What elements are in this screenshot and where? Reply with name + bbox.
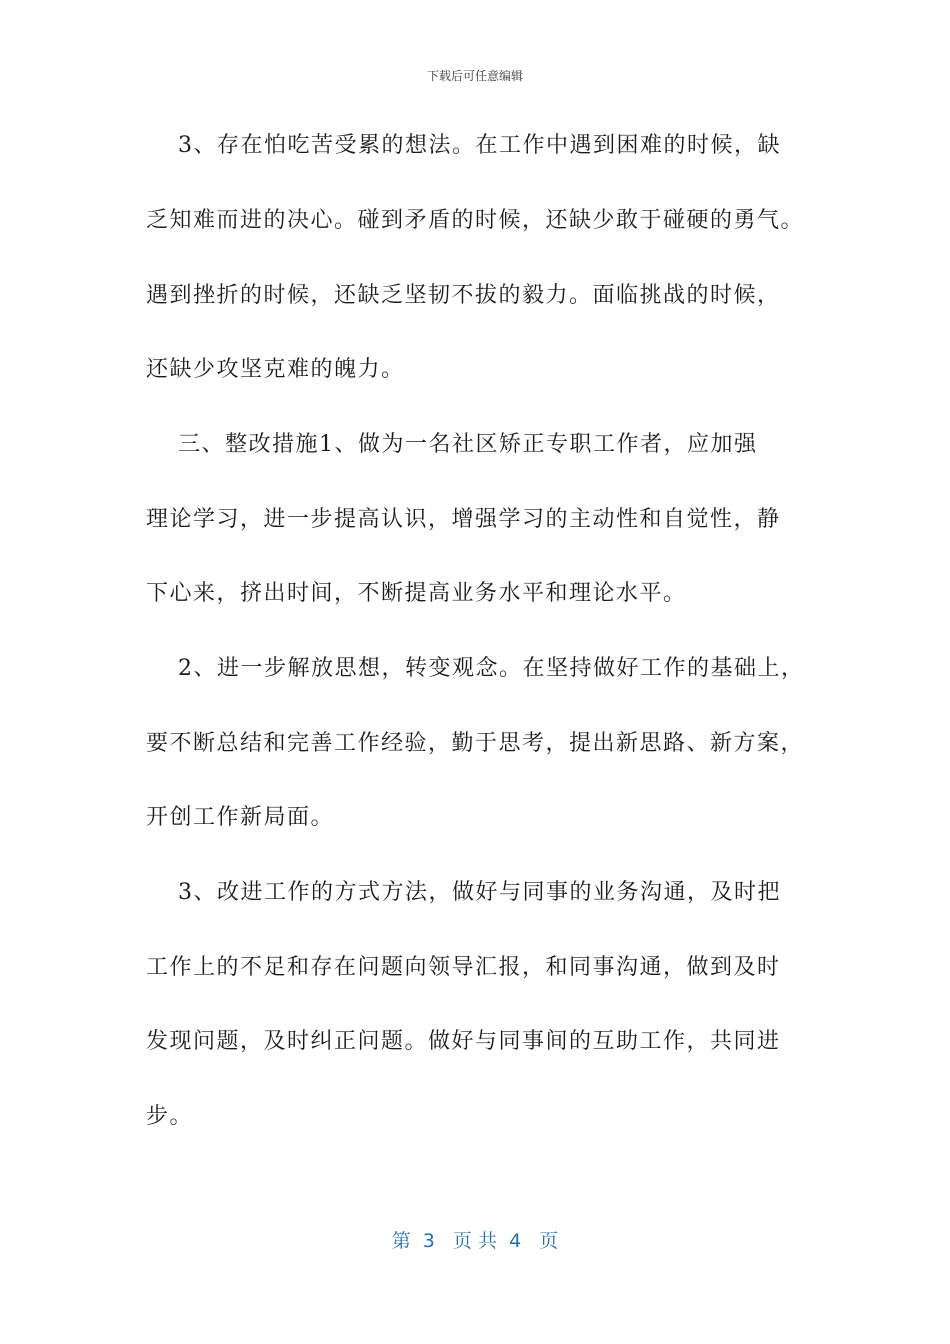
paragraph-line: 2、进一步解放思想，转变观念。在坚持做好工作的基础上， — [146, 656, 805, 681]
paragraph-line: 开创工作新局面。 — [146, 805, 335, 830]
paragraph-line: 下心来，挤出时间，不断提高业务水平和理论水平。 — [146, 581, 687, 606]
paragraph-line: 理论学习，进一步提高认识，增强学习的主动性和自觉性，静 — [146, 507, 781, 532]
paragraph-line: 三、整改措施1、做为一名社区矫正专职工作者，应加强 — [146, 432, 758, 457]
header-note: 下载后可任意编辑 — [426, 69, 523, 83]
paragraph-line: 要不断总结和完善工作经验，勤于思考，提出新思路、新方案， — [146, 731, 805, 756]
paragraph-line: 发现问题，及时纠正问题。做好与同事间的互助工作，共同进 — [146, 1029, 781, 1054]
paragraph-line: 还缺少攻坚克难的魄力。 — [146, 357, 405, 382]
page-number: 第 3 页 共 4 页 — [391, 1230, 559, 1252]
paragraph-line: 工作上的不足和存在问题向领导汇报，和同事沟通，做到及时 — [146, 955, 781, 980]
paragraph-line: 3、改进工作的方式方法，做好与同事的业务沟通，及时把 — [146, 880, 781, 905]
paragraph-line: 3、存在怕吃苦受累的想法。在工作中遇到困难的时候，缺 — [146, 133, 781, 158]
paragraph-line: 乏知难而进的决心。碰到矛盾的时候，还缺少敢于碰硬的勇气。 — [146, 208, 805, 233]
paragraph-line: 遇到挫折的时候，还缺乏坚韧不拔的毅力。面临挑战的时候， — [146, 283, 781, 308]
paragraph-line: 步。 — [146, 1104, 194, 1129]
